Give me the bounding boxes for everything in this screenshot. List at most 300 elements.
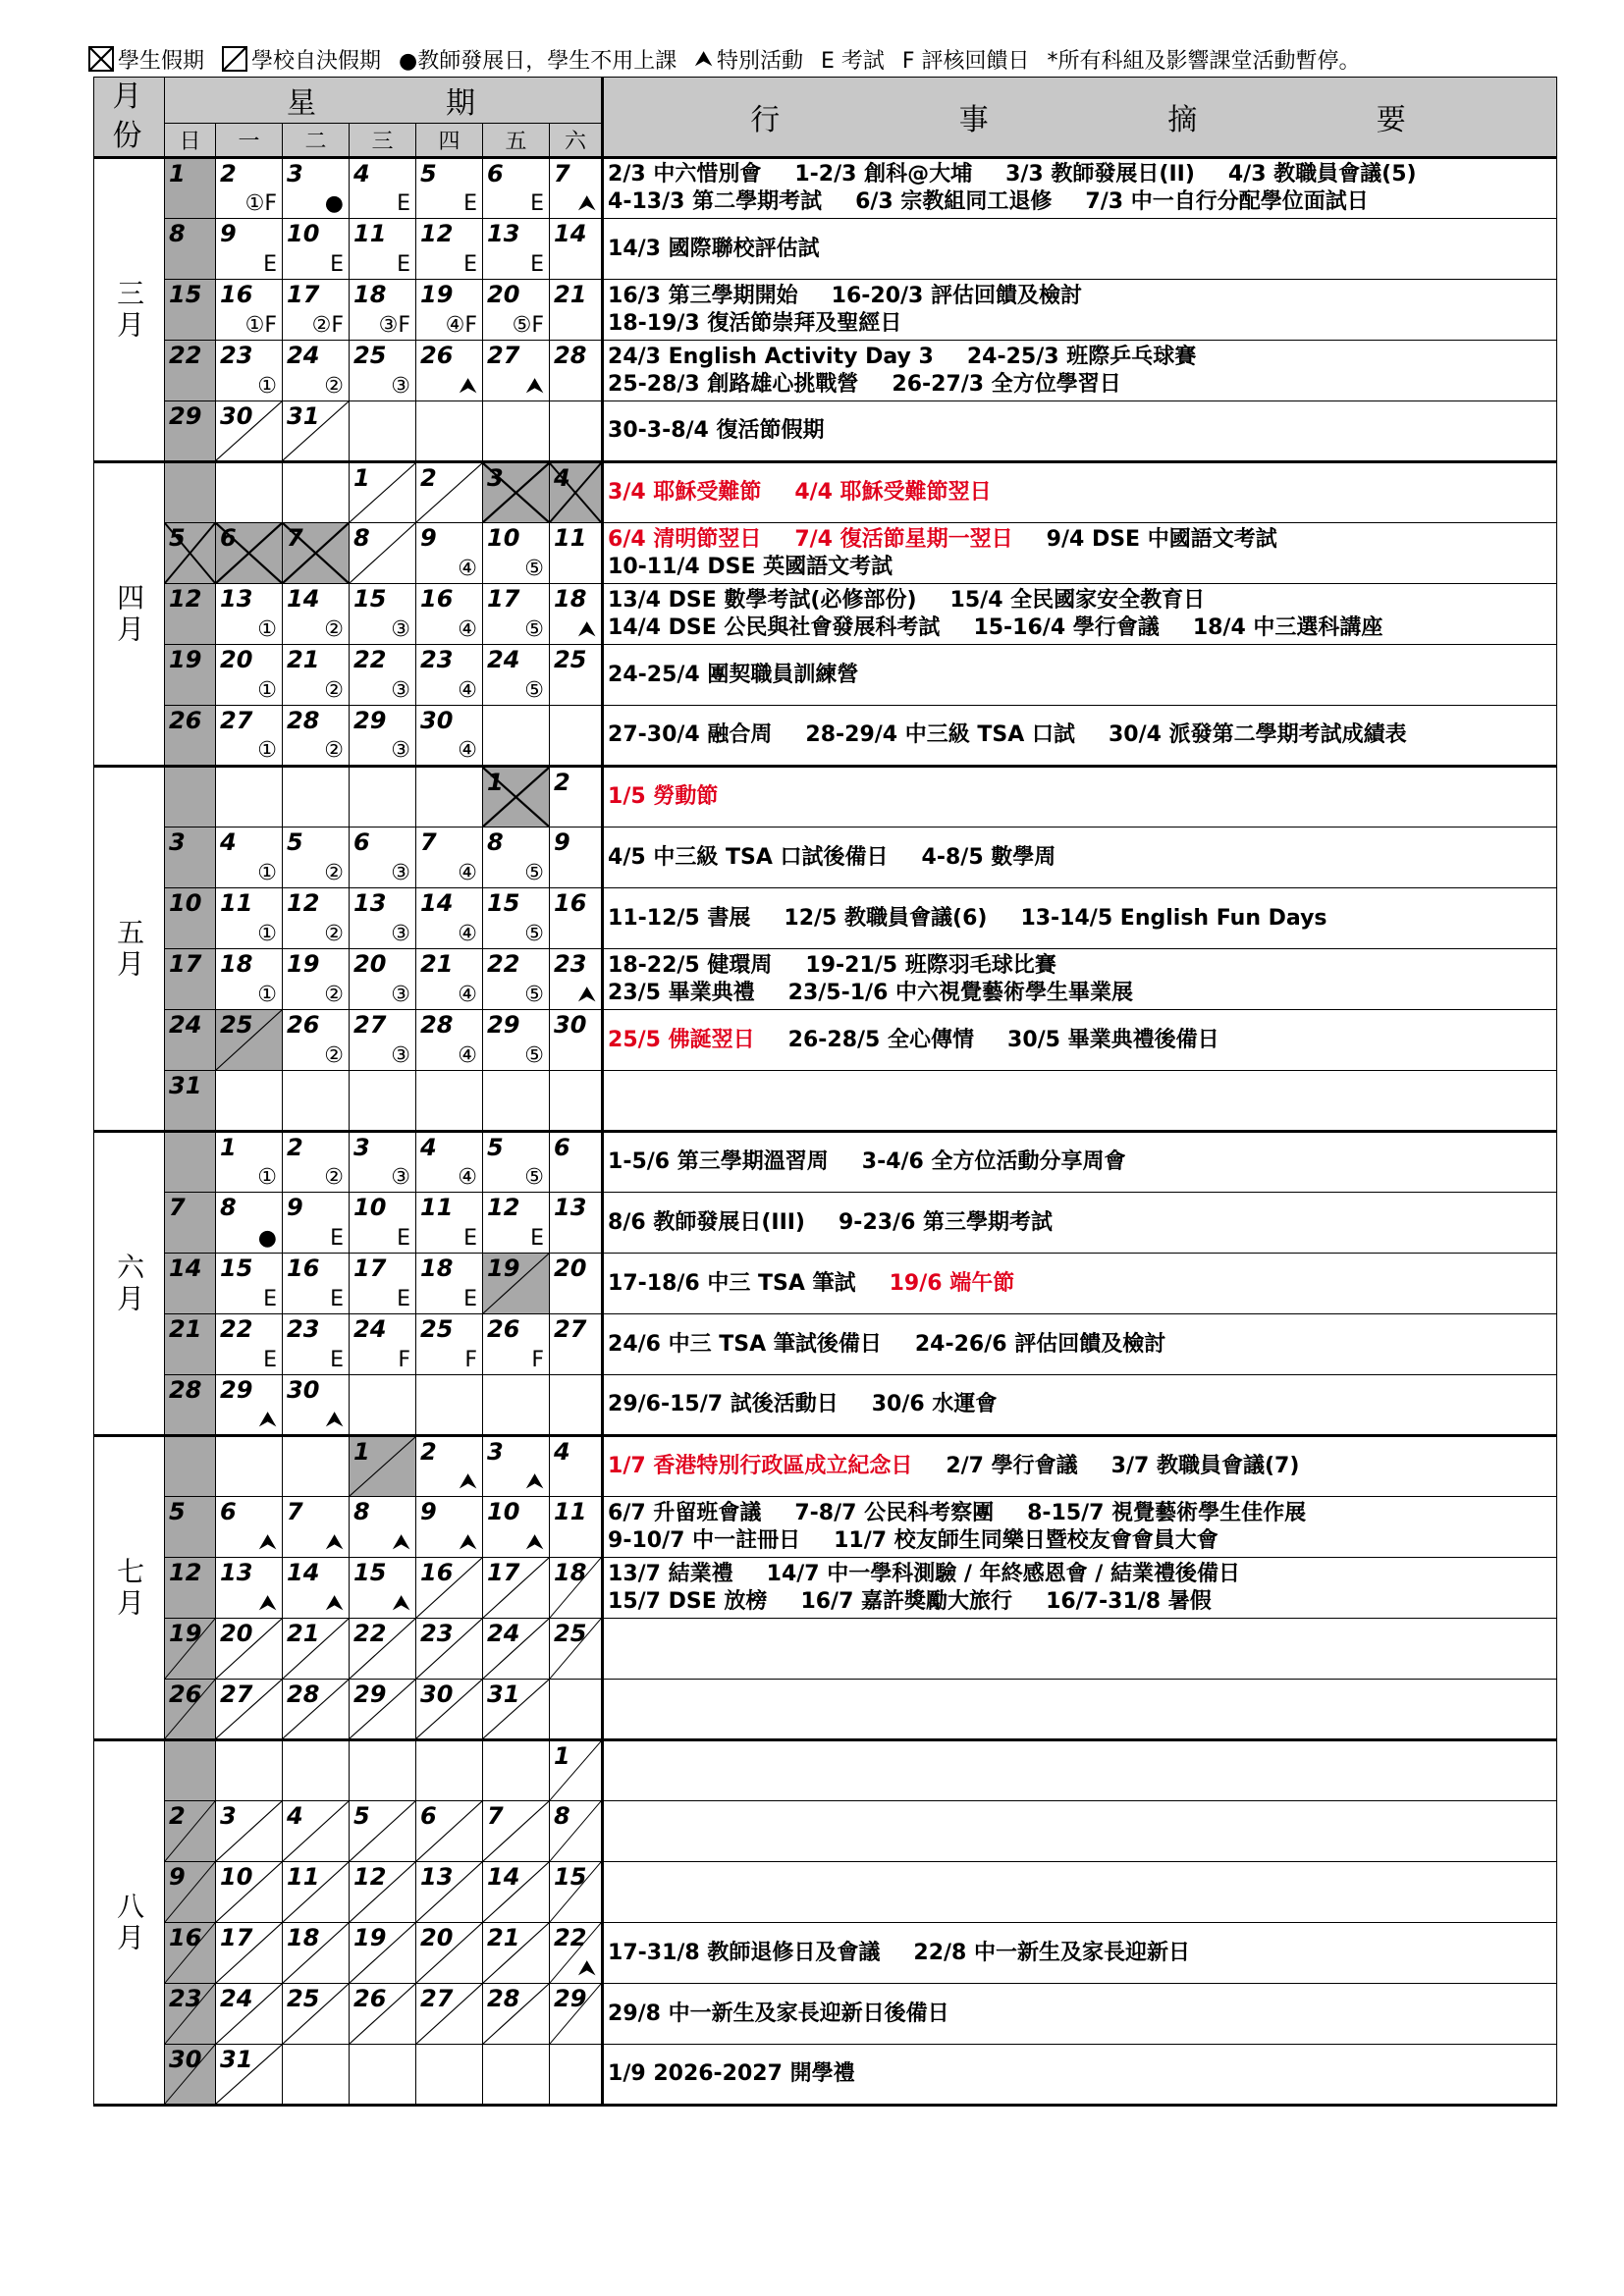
special-activity-icon: ⮝	[694, 46, 713, 72]
event-line	[608, 1561, 1552, 1588]
day-cell	[483, 949, 550, 1010]
calendar-table	[93, 77, 1557, 2107]
day-cell	[165, 584, 216, 645]
week-row	[94, 1984, 1557, 2045]
day-cell	[483, 1680, 550, 1740]
day-cell	[483, 462, 550, 523]
events-cell	[603, 2045, 1557, 2106]
special-activity-icon: ⮝	[525, 1469, 544, 1494]
event-line	[608, 721, 1552, 749]
day-mark: ⑤	[524, 861, 544, 885]
event-line	[608, 905, 1552, 933]
event-line	[608, 1527, 1552, 1555]
day-mark: ①	[257, 861, 277, 885]
day-number: 26	[353, 1985, 387, 2012]
week-row	[94, 1619, 1557, 1680]
day-cell	[216, 1862, 283, 1923]
week-row	[94, 1558, 1557, 1619]
events-cell	[603, 828, 1557, 888]
day-number: 15	[353, 1559, 387, 1586]
day-cell	[283, 401, 350, 462]
day-cell	[483, 1436, 550, 1497]
day-cell	[283, 1436, 350, 1497]
day-mark: E	[397, 1287, 410, 1311]
month-name: 三月	[113, 278, 146, 342]
day-number: 29	[353, 707, 387, 734]
day-cell	[550, 1619, 603, 1680]
events-cell	[603, 462, 1557, 523]
day-cell	[350, 1740, 416, 1801]
day-cell	[165, 1071, 216, 1132]
day-number: 22	[554, 1924, 587, 1951]
week-row	[94, 645, 1557, 706]
events-cell	[603, 219, 1557, 280]
day-cell	[416, 1375, 483, 1436]
week-row	[94, 280, 1557, 341]
day-cell	[283, 645, 350, 706]
day-cell	[483, 1862, 550, 1923]
event-line	[608, 283, 1552, 310]
day-cell	[165, 1497, 216, 1558]
day-cell	[416, 888, 483, 949]
day-cell	[550, 1193, 603, 1254]
day-number: 25	[554, 646, 587, 673]
day-number: 17	[287, 281, 320, 308]
day-mark: ②	[324, 374, 344, 399]
month-header-top: 月	[112, 80, 146, 114]
day-cell	[283, 158, 350, 219]
day-number: 23	[420, 646, 454, 673]
day-number: 23	[220, 342, 253, 369]
day-cell	[483, 1193, 550, 1254]
day-cell	[550, 401, 603, 462]
day-mark: ④	[458, 557, 477, 581]
event-item: 17-18/6 中三 TSA 筆試	[608, 1270, 856, 1296]
legend-staff-dev	[399, 44, 677, 75]
day-number: 28	[287, 1681, 320, 1708]
events-cell	[603, 888, 1557, 949]
day-cell	[350, 1984, 416, 2045]
day-cell	[350, 280, 416, 341]
day-number: 7	[287, 1498, 303, 1525]
day-number: 17	[487, 585, 520, 613]
day-number: 8	[353, 524, 370, 552]
day-cell	[416, 645, 483, 706]
day-cell	[350, 828, 416, 888]
day-cell	[550, 1558, 603, 1619]
day-number: 30	[220, 402, 253, 430]
day-cell	[165, 219, 216, 280]
event-item: 10-11/4 DSE 英國語文考試	[608, 554, 893, 579]
day-number: 1	[353, 1438, 370, 1466]
event-line	[608, 526, 1552, 554]
day-number: 9	[420, 524, 437, 552]
weekday-wed: 三	[350, 123, 416, 157]
day-cell	[550, 706, 603, 767]
day-mark: E	[330, 252, 344, 277]
day-number: 16	[220, 281, 253, 308]
month-name: 六月	[113, 1252, 146, 1315]
day-number: 19	[169, 1620, 202, 1647]
month-header-bottom: 份	[112, 119, 146, 153]
day-cell	[416, 280, 483, 341]
day-cell	[550, 828, 603, 888]
day-number: 13	[220, 585, 253, 613]
day-number: 20	[420, 1924, 454, 1951]
event-line	[608, 479, 1552, 507]
day-number: 23	[287, 1315, 320, 1343]
day-cell	[216, 1558, 283, 1619]
legend-note-label: *所有科組及影響課堂活動暫停。	[1047, 48, 1361, 74]
day-cell	[216, 1619, 283, 1680]
day-number: 18	[353, 281, 387, 308]
day-cell	[350, 1923, 416, 1984]
special-activity-icon: ⮝	[392, 1530, 410, 1555]
event-item: 6/3 宗教組同工退修	[855, 189, 1053, 214]
staff-dev-icon: ●	[257, 1226, 277, 1251]
day-cell	[165, 706, 216, 767]
day-number: 31	[487, 1681, 520, 1708]
day-mark: E	[463, 1287, 477, 1311]
day-cell	[350, 1801, 416, 1862]
legend-school-holiday-label: 學校自決假期	[251, 48, 382, 74]
day-cell	[483, 158, 550, 219]
day-cell	[550, 1984, 603, 2045]
day-number: 4	[287, 1802, 303, 1830]
day-number: 19	[487, 1255, 520, 1282]
day-number: 6	[420, 1802, 437, 1830]
event-line	[608, 236, 1552, 263]
day-number: 12	[169, 585, 202, 613]
day-number: 6	[220, 1498, 237, 1525]
day-cell	[550, 462, 603, 523]
day-cell	[483, 1375, 550, 1436]
day-cell	[283, 1558, 350, 1619]
day-cell	[483, 1314, 550, 1375]
day-number: 22	[353, 646, 387, 673]
day-number: 2	[287, 1134, 303, 1161]
day-cell	[165, 1254, 216, 1314]
day-number: 28	[287, 707, 320, 734]
day-number: 16	[420, 585, 454, 613]
day-cell	[216, 584, 283, 645]
events-cell	[603, 1314, 1557, 1375]
day-number: 27	[353, 1011, 387, 1039]
day-cell	[165, 341, 216, 401]
month-label	[94, 1740, 165, 2106]
day-mark: E	[530, 191, 544, 216]
day-cell	[483, 1497, 550, 1558]
day-cell	[350, 1680, 416, 1740]
day-cell	[416, 341, 483, 401]
day-number: 3	[287, 160, 303, 187]
day-cell	[483, 645, 550, 706]
day-cell	[165, 1801, 216, 1862]
day-number: 29	[487, 1011, 520, 1039]
day-cell	[283, 523, 350, 584]
day-cell	[216, 1132, 283, 1193]
day-number: 8	[220, 1194, 237, 1221]
day-mark: ①F	[244, 313, 277, 338]
day-cell	[350, 1375, 416, 1436]
day-cell	[350, 1314, 416, 1375]
day-mark: ③	[391, 617, 410, 642]
week-header-char: 期	[446, 85, 479, 121]
day-mark: E	[263, 1287, 277, 1311]
week-row	[94, 1254, 1557, 1314]
day-cell	[283, 462, 350, 523]
day-cell	[216, 1254, 283, 1314]
day-cell	[550, 1375, 603, 1436]
event-item: 1-5/6 第三學期溫習周	[608, 1149, 829, 1174]
day-number: 4	[353, 160, 370, 187]
day-cell	[283, 2045, 350, 2106]
day-cell	[416, 219, 483, 280]
day-number: 18	[420, 1255, 454, 1282]
month-name: 八月	[113, 1891, 146, 1954]
day-mark: ②	[324, 738, 344, 763]
staff-dev-icon: ●	[324, 191, 344, 216]
day-number: 25	[287, 1985, 320, 2012]
day-number: 28	[487, 1985, 520, 2012]
day-number: 11	[554, 1498, 587, 1525]
day-number: 19	[353, 1924, 387, 1951]
day-cell	[416, 1558, 483, 1619]
day-cell	[216, 523, 283, 584]
day-mark: ④	[458, 922, 477, 946]
event-item: 4/5 中三級 TSA 口試後備日	[608, 844, 889, 870]
legend-holiday	[88, 44, 204, 75]
events-cell	[603, 1619, 1557, 1680]
day-number: 4	[420, 1134, 437, 1161]
day-cell	[550, 158, 603, 219]
day-cell	[550, 523, 603, 584]
day-number: 13	[554, 1194, 587, 1221]
event-item: 15/4 全民國家安全教育日	[949, 587, 1206, 613]
event-line	[608, 2001, 1552, 2028]
day-number: 16	[287, 1255, 320, 1282]
day-cell	[350, 1436, 416, 1497]
day-number: 7	[169, 1194, 186, 1221]
day-number: 27	[554, 1315, 587, 1343]
day-number: 7	[487, 1802, 504, 1830]
day-mark: ③	[391, 922, 410, 946]
special-activity-icon: ⮝	[325, 1530, 344, 1555]
day-number: 1	[487, 769, 504, 796]
holiday-event: 19/6 端午節	[889, 1270, 1015, 1296]
day-mark: ④	[458, 861, 477, 885]
day-number: 14	[287, 585, 320, 613]
day-cell	[550, 767, 603, 828]
day-number: 3	[487, 1438, 504, 1466]
day-number: 3	[169, 828, 186, 856]
day-cell	[483, 2045, 550, 2106]
day-mark: ②F	[311, 313, 344, 338]
day-cell	[416, 1497, 483, 1558]
day-number: 16	[420, 1559, 454, 1586]
day-mark: E	[463, 191, 477, 216]
day-cell	[416, 1071, 483, 1132]
event-item: 26-28/5 全心傳情	[787, 1027, 975, 1052]
special-activity-icon: ⮝	[577, 983, 597, 1007]
day-number: 9	[169, 1863, 186, 1891]
day-cell	[165, 645, 216, 706]
day-cell	[216, 1436, 283, 1497]
day-number: 27	[220, 1681, 253, 1708]
day-cell	[216, 1193, 283, 1254]
day-cell	[216, 280, 283, 341]
event-line	[608, 1588, 1552, 1616]
day-number: 8	[169, 220, 186, 247]
special-activity-icon: ⮝	[577, 1956, 597, 1981]
weekday-sun: 日	[165, 123, 216, 157]
week-row	[94, 584, 1557, 645]
event-item: 30/5 畢業典禮後備日	[1007, 1027, 1219, 1052]
day-cell	[550, 219, 603, 280]
day-number: 15	[353, 585, 387, 613]
legend-special-label: 特別活動	[716, 48, 803, 74]
day-cell	[350, 2045, 416, 2106]
day-mark: ①	[257, 738, 277, 763]
day-cell	[350, 1193, 416, 1254]
day-number: 24	[487, 646, 520, 673]
day-cell	[483, 401, 550, 462]
special-activity-icon: ⮝	[577, 617, 597, 642]
day-cell	[216, 219, 283, 280]
day-cell	[416, 1923, 483, 1984]
day-cell	[165, 1862, 216, 1923]
day-cell	[416, 462, 483, 523]
day-cell	[483, 341, 550, 401]
day-cell	[550, 1314, 603, 1375]
events-cell	[603, 341, 1557, 401]
day-number: 16	[169, 1924, 202, 1951]
events-cell	[603, 1923, 1557, 1984]
day-mark: E	[530, 1226, 544, 1251]
day-cell	[283, 1984, 350, 2045]
day-number: 21	[487, 1924, 520, 1951]
day-cell	[350, 949, 416, 1010]
events-cell	[603, 706, 1557, 767]
day-cell	[416, 828, 483, 888]
day-cell	[216, 828, 283, 888]
day-cell	[550, 888, 603, 949]
events-cell	[603, 1010, 1557, 1071]
day-number: 1	[169, 160, 186, 187]
day-mark: ⑤	[524, 678, 544, 703]
day-cell	[416, 1619, 483, 1680]
day-cell	[350, 1558, 416, 1619]
event-item: 28-29/4 中三級 TSA 口試	[805, 722, 1075, 747]
day-cell	[416, 1984, 483, 2045]
day-mark: ④	[458, 617, 477, 642]
day-number: 29	[353, 1681, 387, 1708]
day-number: 2	[420, 1438, 437, 1466]
day-number: 22	[487, 950, 520, 978]
event-line	[608, 2060, 1552, 2088]
day-number: 15	[554, 1863, 587, 1891]
holiday-event: 25/5 佛誕翌日	[608, 1027, 755, 1052]
events-cell	[603, 1558, 1557, 1619]
day-cell	[165, 523, 216, 584]
day-number: 17	[169, 950, 202, 978]
day-number: 4	[220, 828, 237, 856]
day-cell	[283, 280, 350, 341]
legend-holiday-label: 學生假期	[118, 48, 205, 74]
day-cell	[165, 1558, 216, 1619]
day-cell	[416, 523, 483, 584]
day-number: 30	[287, 1376, 320, 1404]
day-number: 12	[353, 1863, 387, 1891]
special-activity-icon: ⮝	[525, 1530, 544, 1555]
day-cell	[350, 1497, 416, 1558]
day-number: 17	[220, 1924, 253, 1951]
day-mark: ⑤F	[512, 313, 544, 338]
day-number: 14	[554, 220, 587, 247]
day-cell	[416, 1132, 483, 1193]
day-number: 20	[487, 281, 520, 308]
legend-school-holiday	[222, 44, 381, 75]
event-item: 6/7 升留班會議	[608, 1500, 762, 1525]
day-cell	[165, 1436, 216, 1497]
events-header-char: 事	[958, 103, 993, 137]
day-mark: ②	[324, 861, 344, 885]
day-cell	[216, 949, 283, 1010]
week-row	[94, 1923, 1557, 1984]
event-item: 11/7 校友師生同樂日暨校友會會員大會	[834, 1527, 1218, 1553]
event-item: 24/6 中三 TSA 筆試後備日	[608, 1331, 882, 1357]
week-row	[94, 1010, 1557, 1071]
event-item: 24-25/3 班際乒乓球賽	[966, 344, 1197, 369]
day-cell	[165, 1193, 216, 1254]
day-number: 21	[287, 646, 320, 673]
event-line	[608, 310, 1552, 338]
week-row	[94, 706, 1557, 767]
day-mark: ③	[391, 983, 410, 1007]
day-number: 19	[287, 950, 320, 978]
day-mark: E	[263, 252, 277, 277]
event-item: 23/5 畢業典禮	[608, 980, 755, 1005]
day-mark: ①	[257, 922, 277, 946]
event-item: 14/7 中一學科測驗 / 年終感恩會 / 結業禮後備日	[766, 1561, 1240, 1586]
holiday-event: 1/5 勞動節	[608, 784, 719, 809]
legend-feedback-label: F 評核回饋日	[901, 48, 1030, 74]
events-cell	[603, 1984, 1557, 2045]
day-cell	[416, 401, 483, 462]
day-cell	[216, 888, 283, 949]
day-number: 15	[487, 889, 520, 917]
day-number: 30	[169, 2046, 202, 2073]
week-row	[94, 2045, 1557, 2106]
day-mark: ③	[391, 678, 410, 703]
week-row	[94, 828, 1557, 888]
day-number: 21	[554, 281, 587, 308]
day-cell	[283, 1801, 350, 1862]
day-cell	[483, 1740, 550, 1801]
day-cell	[283, 1862, 350, 1923]
day-number: 24	[169, 1011, 202, 1039]
day-cell	[216, 2045, 283, 2106]
weekday-fri: 五	[483, 123, 550, 157]
week-row	[94, 1497, 1557, 1558]
day-cell	[350, 219, 416, 280]
day-cell	[165, 280, 216, 341]
event-item: 18/4 中三選科講座	[1192, 614, 1383, 640]
events-cell	[603, 1801, 1557, 1862]
day-mark: E	[463, 252, 477, 277]
day-number: 19	[420, 281, 454, 308]
day-cell	[283, 219, 350, 280]
